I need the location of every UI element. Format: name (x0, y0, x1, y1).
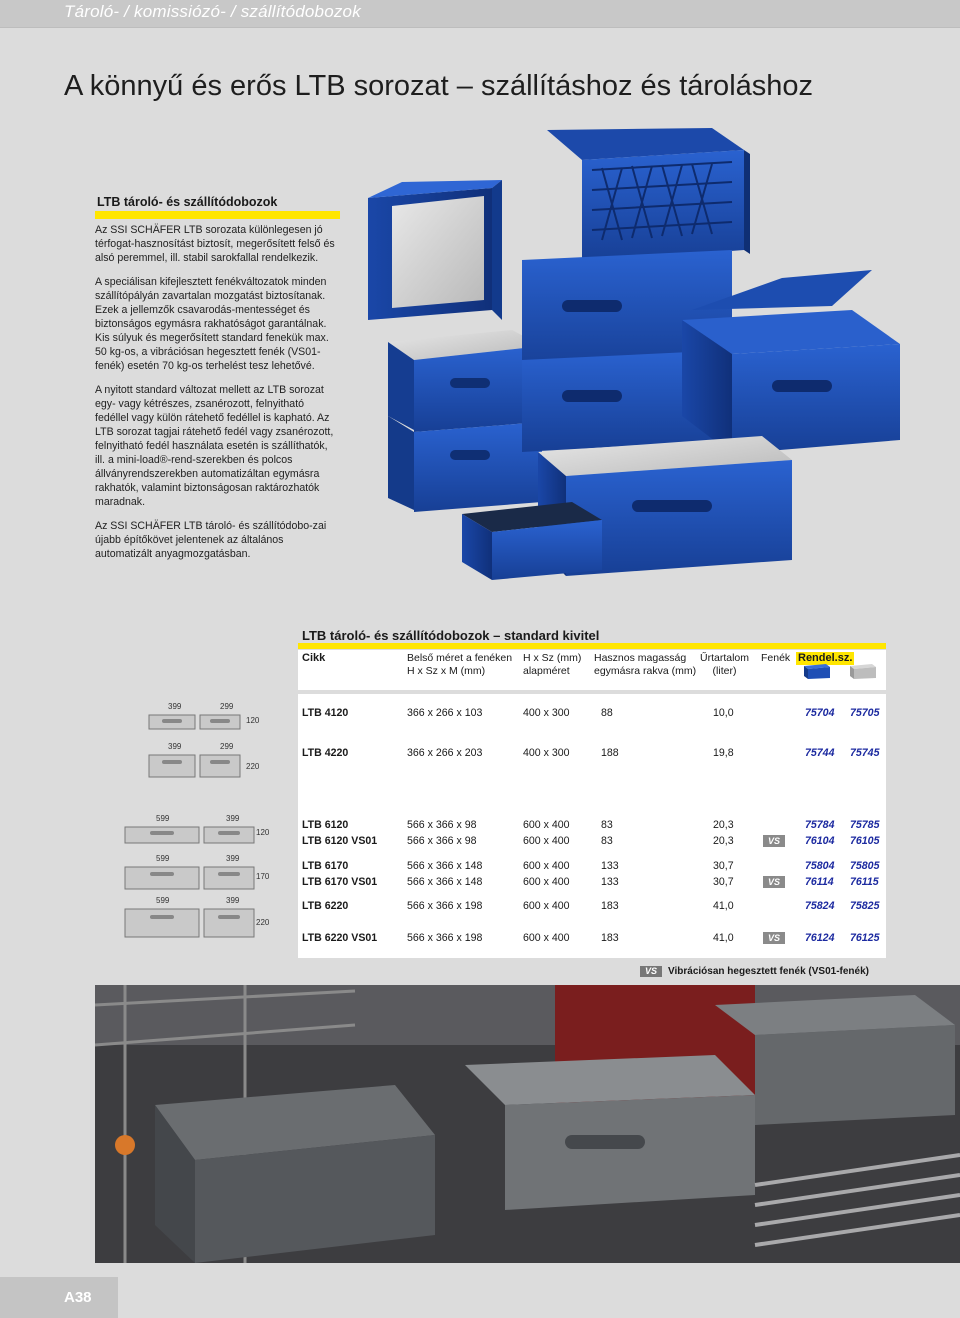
cell-base: 400 x 300 (523, 747, 570, 759)
cell-order-grey: 75705 (850, 707, 880, 719)
table-header (298, 650, 886, 690)
cell-base: 600 x 400 (523, 860, 570, 872)
cell-item: LTB 4120 (302, 707, 349, 719)
cell-height: 83 (601, 835, 613, 847)
cell-height: 133 (601, 860, 619, 872)
cell-volume: 10,0 (713, 707, 734, 719)
box-side-sketch (124, 865, 256, 891)
cell-inner: 366 x 266 x 203 (407, 747, 483, 759)
cell-order-grey: 75805 (850, 860, 880, 872)
cell-volume: 20,3 (713, 819, 734, 831)
header-base-dimensions: H x Sz (mm) alapméret (523, 652, 582, 677)
intro-paragraph: Az SSI SCHÄFER LTB tároló- és szállítódobo-zai újabb építőkövet jelentenek az általános automatizált anyagmozgatásban. (95, 520, 327, 560)
cell-item: LTB 6170 VS01 (302, 876, 378, 888)
blue-bin-icon (802, 660, 832, 680)
box-side-sketch (148, 713, 244, 731)
header-inner-dimensions: Belső méret a fenéken H x Sz x M (mm) (407, 652, 513, 677)
grey-bin-icon (848, 660, 878, 680)
cell-order-grey: 76125 (850, 932, 880, 944)
cell-height: 183 (601, 932, 619, 944)
cell-inner: 566 x 366 x 148 (407, 876, 483, 888)
vs-legend (640, 966, 869, 977)
vs-legend-text: Vibrációsan hegesztett fenék (VS01-fenék) (668, 966, 869, 977)
cell-height: 188 (601, 747, 619, 759)
cell-order-grey: 75785 (850, 819, 880, 831)
cell-inner: 566 x 366 x 198 (407, 900, 483, 912)
cell-order-blue: 76104 (805, 835, 835, 847)
cell-base: 600 x 400 (523, 819, 570, 831)
table-row (298, 746, 886, 761)
sketch-ltb4120: 399 299 120 (146, 702, 258, 732)
cell-height: 183 (601, 900, 619, 912)
table-row (298, 706, 886, 721)
breadcrumb: Tároló- / komissiózó- / szállítódobozok (64, 2, 361, 21)
cell-base: 400 x 300 (523, 707, 570, 719)
page-number: A38 (64, 1289, 92, 1306)
header-order-number: Rendel.sz. (798, 652, 853, 664)
header-usable-height: Hasznos magasság egymásra rakva (mm) (594, 652, 697, 677)
cell-inner: 566 x 366 x 198 (407, 932, 483, 944)
cell-order-blue: 76114 (805, 876, 834, 888)
cell-order-blue: 75704 (805, 707, 835, 719)
header-bar (0, 0, 960, 28)
cell-order-grey: 76105 (850, 835, 880, 847)
vs-badge: VS (763, 932, 785, 944)
cell-order-grey: 75825 (850, 900, 880, 912)
sketch-ltb6220: 599 399 220 (122, 896, 268, 942)
header-volume: Űrtartalom (liter) (700, 652, 750, 677)
cell-volume: 30,7 (713, 860, 734, 872)
cell-item: LTB 6220 (302, 900, 349, 912)
cell-volume: 30,7 (713, 876, 734, 888)
cell-order-blue: 75804 (805, 860, 835, 872)
intro-paragraph: Az SSI SCHÄFER LTB sorozata különlegesen jó térfogat-hasznosítást biztosít, megerősített felső és alsó peremmel, ill. stabil sarokfallal rendelkezik. (95, 224, 335, 264)
intro-paragraph: A nyitott standard változat mellett az LTB sorozat egy- vagy kétrészes, zsanérozott, felnyitható fedéllel vagy külön rátehető fedéllel is kapható. Az LTB sorozat tagjai rátehető fedél vagy zsanérozott, felnyitható fedél használata esetén is szállíthatók, ill. a mini-load®-rend-szerekben és polcos állványrendszerekben automatizáltan egymásra rakhatók, valamint biztonságosan raktározhatók maradnak. (95, 384, 334, 508)
table-row (298, 875, 886, 890)
header-bottom: Fenék (761, 652, 791, 664)
cell-height: 88 (601, 707, 613, 719)
table-row (298, 834, 886, 849)
cell-item: LTB 6120 (302, 819, 349, 831)
vs-badge: VS (763, 835, 785, 847)
page-title: A könnyű és erős LTB sorozat – szállításhoz és tároláshoz (64, 70, 814, 102)
cell-inner: 566 x 366 x 98 (407, 835, 477, 847)
table-row (298, 859, 886, 874)
cell-height: 83 (601, 819, 613, 831)
cell-base: 600 x 400 (523, 835, 570, 847)
sketch-ltb4220: 399 299 220 (146, 742, 258, 780)
cell-order-blue: 75784 (805, 819, 835, 831)
cell-volume: 41,0 (713, 900, 734, 912)
cell-volume: 19,8 (713, 747, 734, 759)
cell-order-blue: 75744 (805, 747, 835, 759)
cell-height: 133 (601, 876, 619, 888)
box-side-sketch (124, 907, 256, 939)
cell-volume: 41,0 (713, 932, 734, 944)
cell-item: LTB 4220 (302, 747, 349, 759)
intro-section (95, 194, 340, 571)
cell-order-blue: 75824 (805, 900, 835, 912)
cell-inner: 566 x 366 x 98 (407, 819, 477, 831)
vs-badge: VS (763, 876, 785, 888)
intro-heading: LTB tároló- és szállítódobozok (95, 194, 340, 219)
header-item: Cikk (302, 652, 326, 664)
table-title: LTB tároló- és szállítódobozok – standard kivitel (302, 628, 600, 643)
cell-base: 600 x 400 (523, 876, 570, 888)
table-row (298, 818, 886, 833)
cell-order-blue: 76124 (805, 932, 835, 944)
cell-inner: 366 x 266 x 103 (407, 707, 483, 719)
page-number-tab (0, 1277, 118, 1318)
cell-base: 600 x 400 (523, 900, 570, 912)
table-row (298, 899, 886, 914)
cell-order-grey: 75745 (850, 747, 880, 759)
box-side-sketch (148, 753, 244, 779)
vs-legend-badge: VS (640, 966, 662, 977)
sketch-ltb6120: 599 399 120 (122, 814, 268, 848)
warehouse-conveyor-photo (95, 985, 960, 1263)
cell-volume: 20,3 (713, 835, 734, 847)
intro-paragraph: A speciálisan kifejlesztett fenékváltozatok minden szállítópályán zavartalan mozgatást biztosítanak. Ezek a jellemzők csavarodás-mentességet és biztonságos egymásra rakhatóságot garantálnak. Kis súlyuk és megerősített standard fenekük max. 50 kg-os, a vibrációsan hegesztett fenék (VS01-fenék) esetén 70 kg-os terhelést tesz lehetővé. (95, 276, 329, 372)
box-side-sketch (124, 825, 256, 847)
cell-order-grey: 76115 (850, 876, 879, 888)
cell-item: LTB 6170 (302, 860, 349, 872)
cell-base: 600 x 400 (523, 932, 570, 944)
table-title-underline (298, 643, 886, 649)
cell-item: LTB 6220 VS01 (302, 932, 378, 944)
cell-inner: 566 x 366 x 148 (407, 860, 483, 872)
cell-item: LTB 6120 VS01 (302, 835, 378, 847)
blue-boxes-illustration (352, 110, 912, 580)
sketch-ltb6170: 599 399 170 (122, 854, 268, 892)
table-row (298, 931, 886, 946)
